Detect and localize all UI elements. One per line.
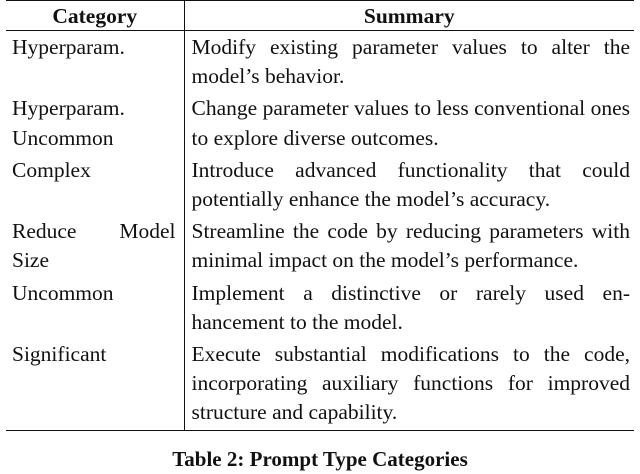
summary-cell: Introduce advanced functionality that could potentially enhance the model’s accuracy. bbox=[191, 157, 630, 212]
summary-cell: Modify existing parameter values to alter the model’s behavior. bbox=[191, 35, 630, 89]
prompt-type-table bbox=[6, 0, 634, 431]
category-cell bbox=[6, 277, 184, 338]
table-body bbox=[6, 31, 634, 431]
category-cell bbox=[6, 92, 184, 153]
table-row bbox=[6, 92, 634, 153]
summary-cell: Change parameter values to less conventional ones to explore diverse outcomes. bbox=[191, 96, 630, 150]
table-row bbox=[6, 31, 634, 93]
table-row bbox=[6, 154, 634, 215]
category-word: Reduce bbox=[12, 219, 77, 244]
category-cell bbox=[6, 215, 184, 276]
category-line: Size bbox=[12, 248, 50, 273]
prompt-type-table-container bbox=[6, 0, 634, 431]
table-row bbox=[6, 277, 634, 338]
summary-cell: Execute substantial modifications to the code, incorporating auxiliary functions for improved structure and capability. bbox=[184, 338, 634, 430]
category-line: Significant bbox=[12, 342, 107, 367]
category-line-spread bbox=[12, 217, 176, 246]
category-cell bbox=[6, 338, 184, 430]
category-line: Hyperparam. bbox=[12, 35, 125, 59]
category-cell bbox=[6, 154, 184, 215]
category-line: Hyperparam. bbox=[12, 96, 125, 121]
column-header-category: Category bbox=[6, 1, 184, 31]
category-line: Uncommon bbox=[12, 125, 114, 150]
summary-cell: Streamline the code by reducing parameters with minimal impact on the model’s performance. bbox=[191, 219, 630, 273]
table-header bbox=[6, 1, 634, 31]
category-line: Uncommon bbox=[12, 280, 114, 305]
table-caption: Table 2: Prompt Type Categories bbox=[172, 447, 468, 471]
category-word: Model bbox=[119, 219, 176, 244]
table-row bbox=[6, 338, 634, 430]
summary-cell: Implement a distinctive or rarely used enhancement to the model. bbox=[191, 280, 630, 334]
column-header-summary: Summary bbox=[184, 1, 634, 31]
table-row bbox=[6, 215, 634, 276]
category-cell bbox=[6, 31, 184, 93]
header-row bbox=[6, 1, 634, 31]
category-line: Complex bbox=[12, 157, 91, 182]
